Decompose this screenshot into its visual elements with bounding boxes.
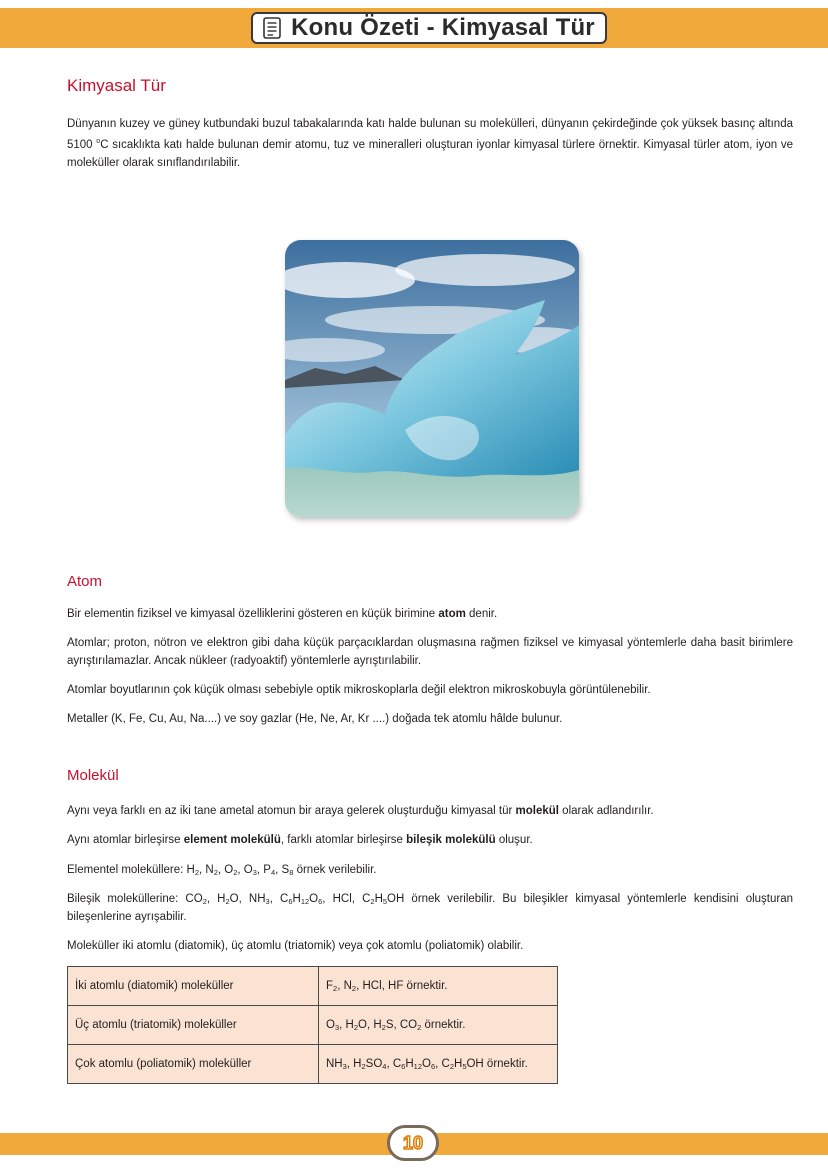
- table-cell-examples: $F_2$, $N_2$, HCl, HF örnektir.: [319, 967, 558, 1006]
- document-icon: [263, 17, 281, 39]
- molekul-paragraph-5: Moleküller iki atomlu (diatomik), üç atomlu (triatomik) veya çok atomlu (poliatomik) olabilir.: [67, 940, 524, 952]
- page-number: 10: [387, 1125, 439, 1161]
- table-cell-label: Üç atomlu (triatomik) moleküller: [68, 1006, 319, 1045]
- atom-paragraph-4: Metaller (K, Fe, Cu, Au, Na....) ve soy gazlar (He, Ne, Ar, Kr ....) doğada tek atomlu hâlde bulunur.: [67, 713, 563, 725]
- molekul-paragraph-2: Aynı atomlar birleşirse element molekülü, farklı atomlar birleşirse bileşik molekülü oluşur.: [67, 834, 533, 846]
- table-row: [68, 1006, 558, 1045]
- table-cell-examples: $NH_3$, $H_2SO_4$, $C_6H_{12}O_6$, $C_2H_5OH$ örnektir.: [319, 1045, 558, 1084]
- molekul-heading: Molekül: [67, 767, 119, 784]
- table-cell-label: İki atomlu (diatomik) moleküller: [68, 967, 319, 1006]
- molekul-paragraph-4: Bileşik moleküllerine: $CO_2$, $H_2O$, $NH_3$, $C_6H_{12}O_6$, HCl, $C_2H_5OH$ örnek verilebilir. Bu bileşikler kimyasal yöntemlerle kendisini oluşturan bileşenlerine ayrışabilir.: [67, 893, 793, 923]
- table-row: [68, 1045, 558, 1084]
- header-title-box: [251, 12, 607, 44]
- page-title: Konu Özeti - Kimyasal Tür: [291, 14, 595, 41]
- molekul-paragraph-1: Aynı veya farklı en az iki tane ametal atomun bir araya gelerek oluşturduğu kimyasal tür molekül olarak adlandırılır.: [67, 805, 654, 817]
- atom-heading: Atom: [67, 573, 103, 590]
- atom-paragraph-1: Bir elementin fiziksel ve kimyasal özelliklerini gösteren en küçük birimine atom denir.: [67, 608, 498, 620]
- atom-paragraph-3: Atomlar boyutlarının çok küçük olması sebebiyle optik mikroskoplarla değil elektron mikroskobuyla görüntülenebilir.: [67, 684, 651, 696]
- iceberg-photo: [285, 240, 579, 517]
- molekul-paragraph-3: Elementel moleküllere: $H_2$, $N_2$, $O_2$, $O_3$, $P_4$, $S_8$ örnek verilebilir.: [67, 864, 377, 877]
- table-row: [68, 967, 558, 1006]
- atom-paragraph-2: Atomlar; proton, nötron ve elektron gibi daha küçük parçacıklardan oluşmasına rağmen fiziksel ve kimyasal yöntemlerle daha basit birimlere ayrıştırılamazlar. Ancak nükleer (radyoaktif) yöntemlerle ayrıştırılabilir.: [67, 637, 793, 667]
- molecule-table: [67, 966, 558, 1084]
- intro-paragraph: Dünyanın kuzey ve güney kutbundaki buzul tabakalarında katı halde bulunan su molekülleri, dünyanın çekirdeğinde çok yüksek basınç altında 5100 $^o$C sıcaklıkta katı halde bulunan demir atomu, tuz ve mineralleri oluşturan iyonlar kimyasal türlere örnektir. Kimyasal türler atom, iyon ve moleküller olarak sınıflandırılabilir.: [67, 118, 793, 169]
- table-cell-examples: $O_3$, $H_2O$, $H_2S$, $CO_2$ örnektir.: [319, 1006, 558, 1045]
- iceberg-illustration: [285, 240, 579, 517]
- intro-heading: Kimyasal Tür: [67, 76, 166, 95]
- table-cell-label: Çok atomlu (poliatomik) moleküller: [68, 1045, 319, 1084]
